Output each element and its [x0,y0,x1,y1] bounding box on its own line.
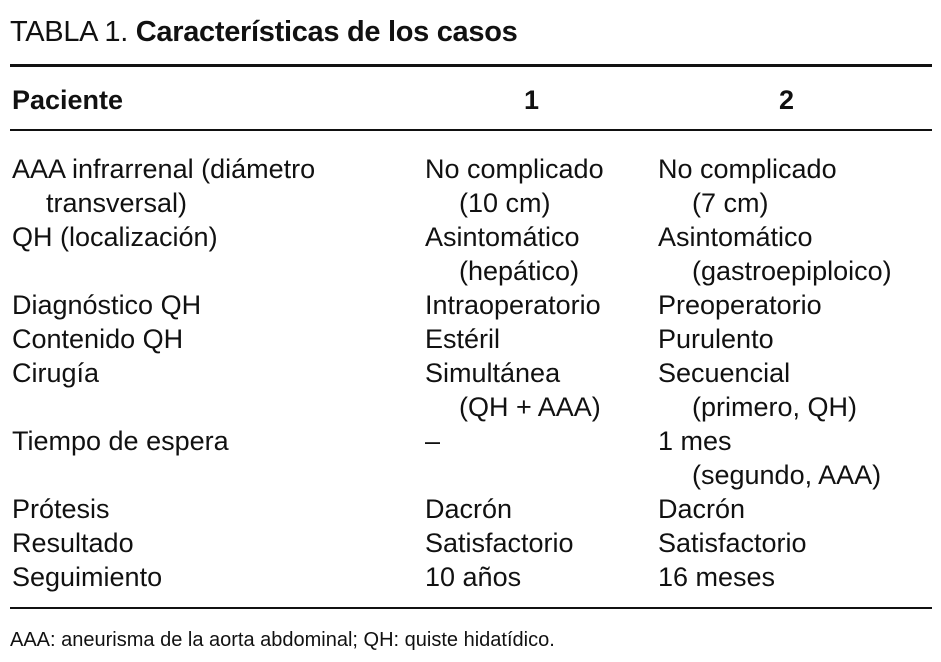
header-rule [10,129,932,131]
cell-text: transversal) [46,188,188,218]
cell-text: QH (localización) [12,222,218,252]
cell-text: No complicado [425,154,604,184]
row-label [12,356,99,390]
cell-text: Resultado [12,528,134,558]
cell-text: Asintomático [658,222,813,252]
cell-text: AAA infrarrenal (diámetro [12,154,316,184]
row-label [12,220,218,254]
header-case-2: 2 [779,85,795,115]
bottom-rule [10,607,932,609]
table-caption [10,14,517,50]
cell-text: (gastroepiploico) [692,256,892,286]
cell-text: No complicado [658,154,837,184]
case-1-cell [425,356,601,424]
row-label [12,152,315,220]
cell-text: Intraoperatorio [425,290,601,320]
cell-text: Simultánea [425,358,561,388]
case-2-cell [658,220,892,288]
case-1-cell [425,322,500,356]
case-2-cell [658,526,807,560]
top-rule [10,64,932,67]
row-label [12,424,229,458]
case-2-cell [658,492,745,526]
row-label [12,322,183,356]
table-footnote: AAA: aneurisma de la aorta abdominal; QH: quiste hidatídico. [10,629,555,651]
case-2-cell [658,288,822,322]
cell-text: Contenido QH [12,324,184,354]
row-label [12,560,162,594]
cell-text: Asintomático [425,222,580,252]
cell-text: Satisfactorio [658,528,807,558]
case-2-cell [658,152,837,220]
cell-text: Seguimiento [12,562,163,592]
cell-text: Purulento [658,324,774,354]
case-1-cell [425,424,440,458]
cell-text: (segundo, AAA) [692,460,882,490]
cell-text: 1 mes [658,426,732,456]
table-title: Características de los casos [135,16,518,48]
case-1-cell [425,220,580,288]
cell-text: (7 cm) [692,188,769,218]
cell-text: 16 meses [658,562,776,592]
cell-text: Cirugía [12,358,100,388]
case-2-cell [658,560,775,594]
row-label [12,526,134,560]
cell-text: (hepático) [459,256,580,286]
cell-text: (primero, QH) [692,392,858,422]
cell-text: Secuencial [658,358,791,388]
case-1-cell [425,288,601,322]
row-label [12,288,201,322]
cell-text: 10 años [425,562,522,592]
cell-text: (10 cm) [459,188,551,218]
case-2-cell [658,424,881,492]
case-1-cell [425,492,512,526]
cell-text: (QH + AAA) [459,392,601,422]
cell-text: Diagnóstico QH [12,290,202,320]
cell-text: – [425,426,441,456]
case-2-cell [658,356,857,424]
cell-text: Dacrón [658,494,746,524]
cell-text: Preoperatorio [658,290,822,320]
header-case-1: 1 [524,85,540,115]
case-2-cell [658,322,774,356]
row-label [12,492,110,526]
cell-text: Prótesis [12,494,110,524]
cell-text: Satisfactorio [425,528,574,558]
case-1-cell [425,526,574,560]
cell-text: Estéril [425,324,501,354]
cell-text: Dacrón [425,494,513,524]
case-1-cell [425,152,604,220]
header-paciente: Paciente [12,85,124,115]
case-1-cell [425,560,521,594]
table-number: TABLA 1. [10,16,128,48]
cell-text: Tiempo de espera [12,426,229,456]
